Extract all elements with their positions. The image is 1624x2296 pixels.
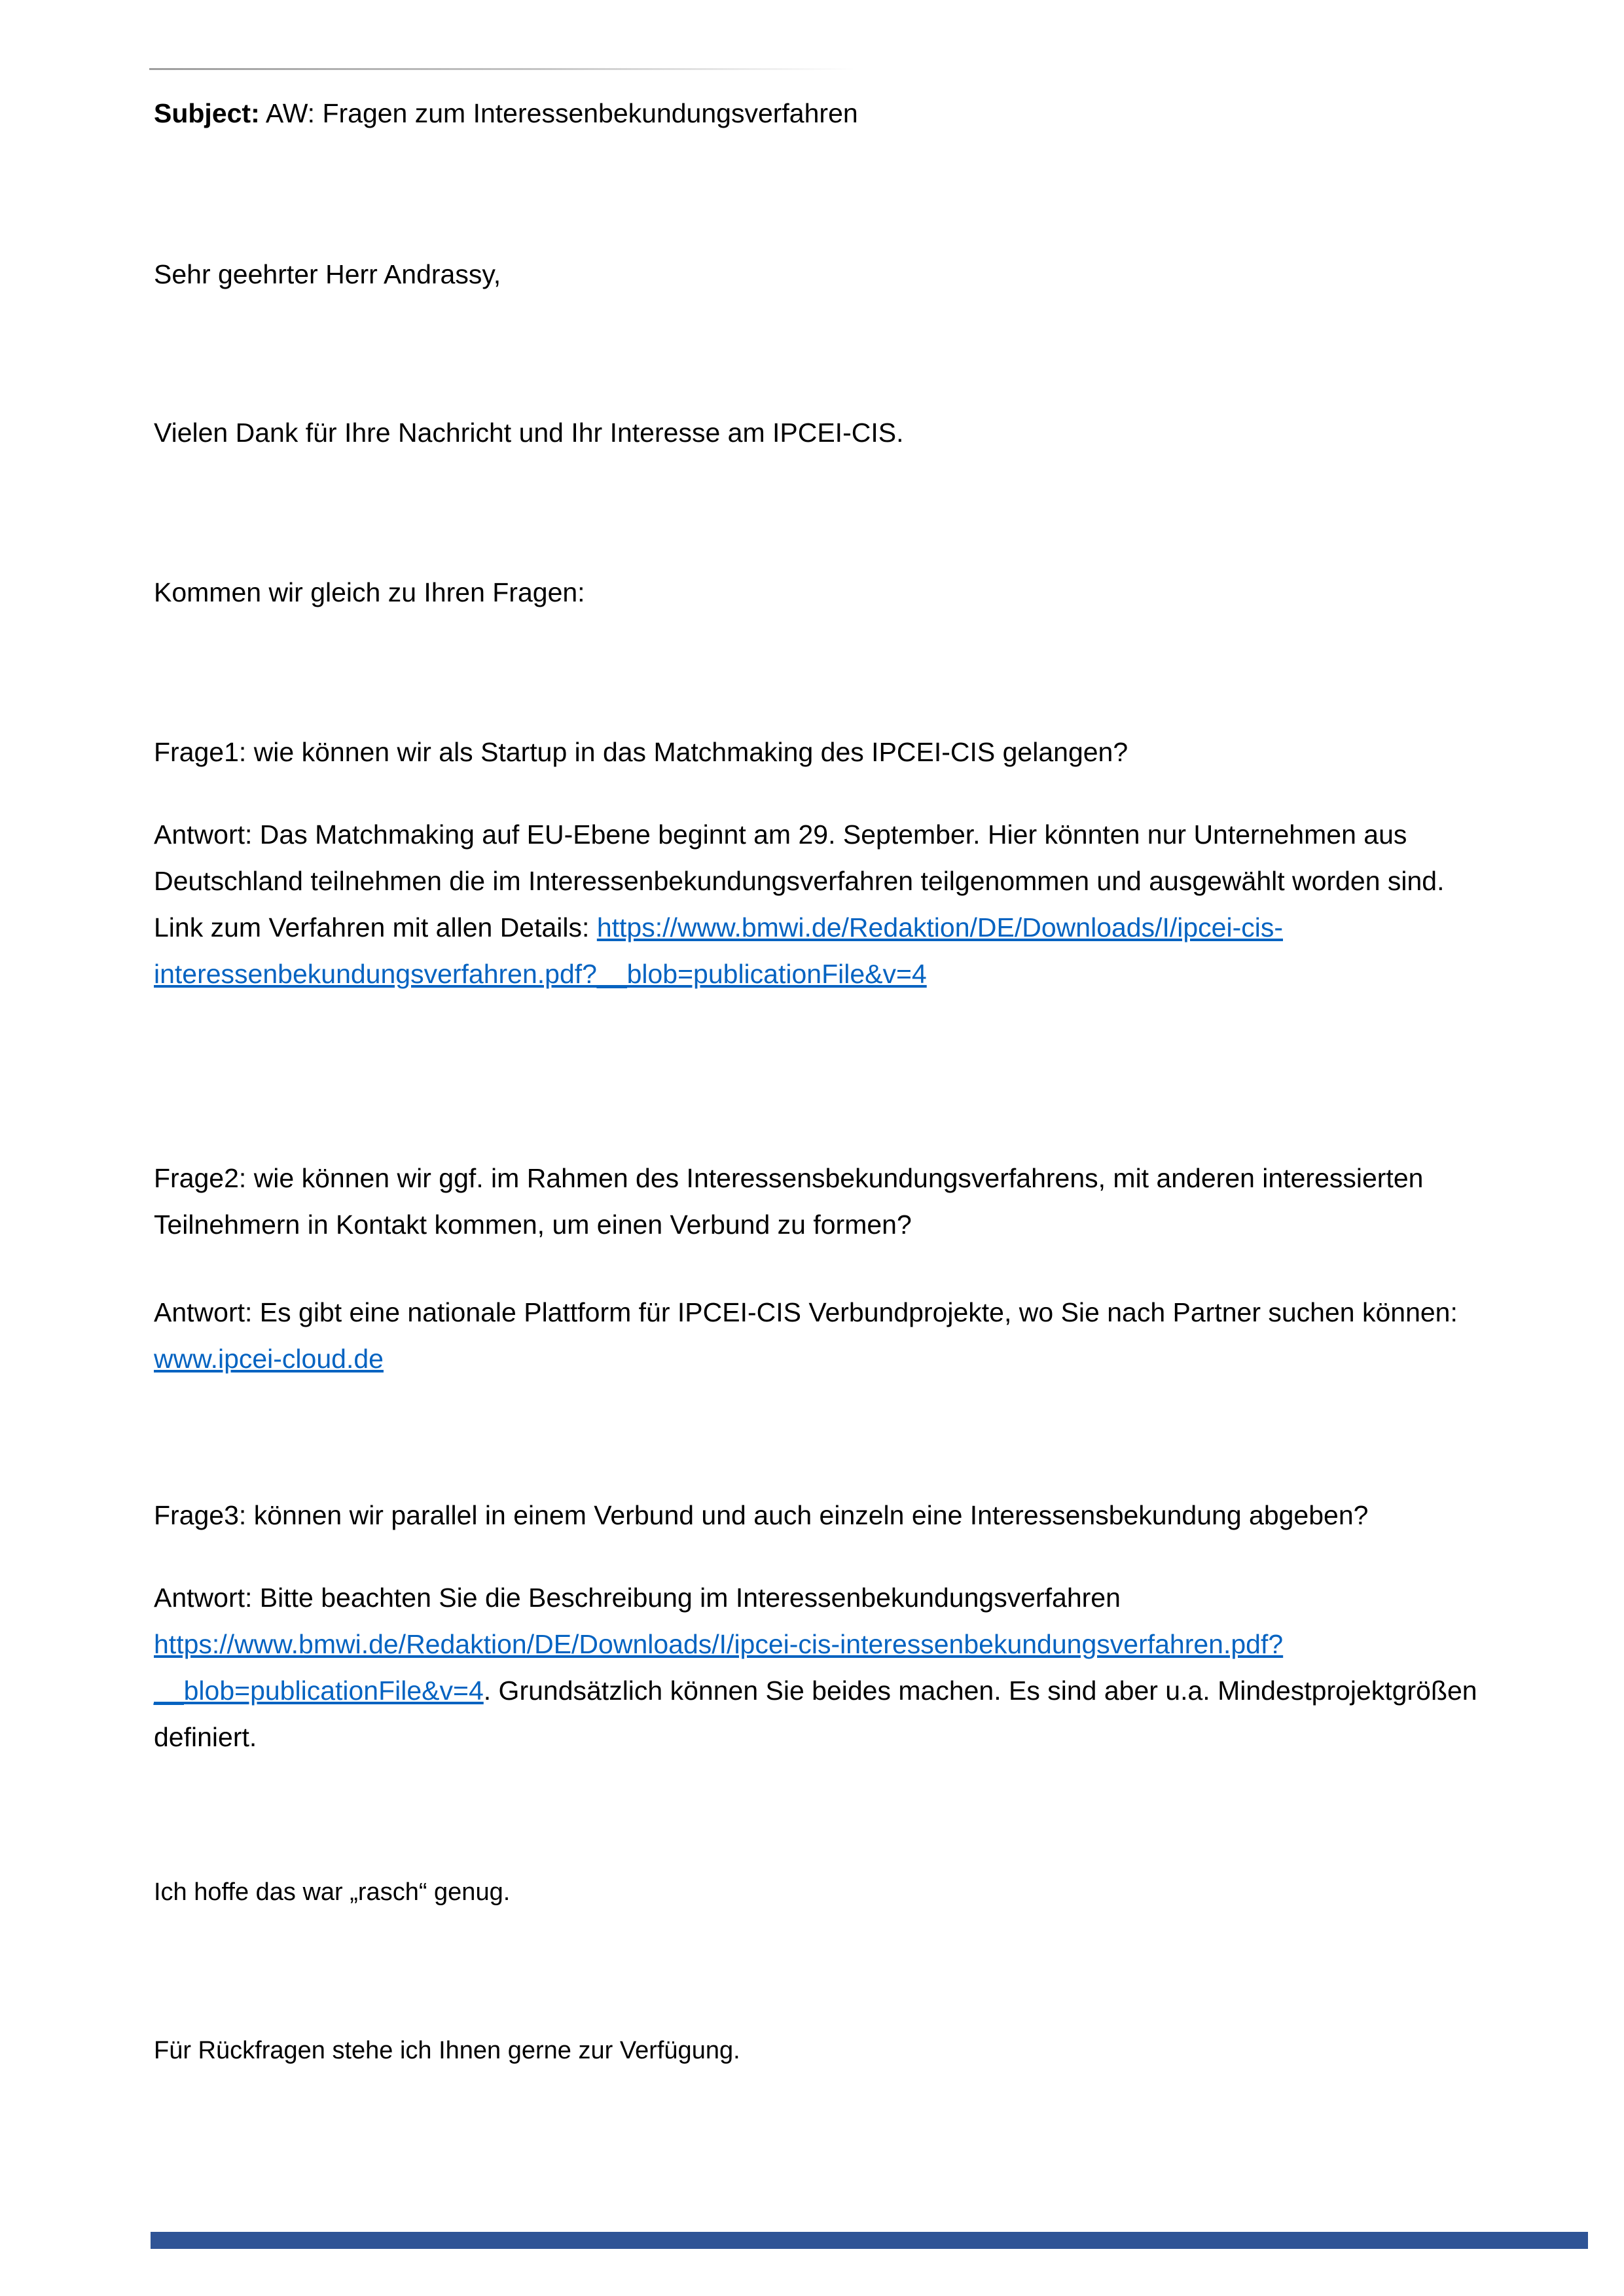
subject-line bbox=[154, 90, 1483, 137]
answer-3 bbox=[154, 1575, 1483, 1761]
closing-remark: Ich hoffe das war „rasch“ genug. bbox=[154, 1878, 511, 1906]
answer-2 bbox=[154, 1289, 1483, 1382]
closing-offer: Für Rückfragen stehe ich Ihnen gerne zur Verfügung. bbox=[154, 2037, 740, 2064]
header-divider bbox=[149, 68, 855, 70]
signature-banner-strip bbox=[151, 2232, 1588, 2249]
answer-3-text: Antwort: Bitte beachten Sie die Beschreibung im Interessenbekundungsverfahren bbox=[154, 1583, 1121, 1613]
subject-label: Subject: bbox=[154, 98, 260, 128]
greeting: Sehr geehrter Herr Andrassy, bbox=[154, 259, 501, 289]
answer-3-link[interactable]: https://www.bmwi.de/Redaktion/DE/Downloads/I/ipcei-cis-interessenbekundungsverfahren.pdf?__blob=publicationFile&v=4 bbox=[154, 1629, 1284, 1706]
answer-1-text: Antwort: Das Matchmaking auf EU-Ebene beginnt am 29. September. Hier könnten nur Unternehmen aus Deutschland teilnehmen die im Interessenbekundungsverfahren teilgenommen und ausgewählt worden sind. Link zum Verfahren mit allen Details: bbox=[154, 819, 1445, 942]
answer-1-link[interactable]: https://www.bmwi.de/Redaktion/DE/Downloads/I/ipcei-cis-interessenbekundungsverfahren.pdf?__blob=publicationFile&v=4 bbox=[154, 912, 1284, 989]
lead-in-paragraph: Kommen wir gleich zu Ihren Fragen: bbox=[154, 577, 585, 607]
answer-1 bbox=[154, 812, 1483, 997]
intro-paragraph: Vielen Dank für Ihre Nachricht und Ihr Interesse am IPCEI-CIS. bbox=[154, 418, 904, 448]
question-3: Frage3: können wir parallel in einem Verbund und auch einzeln eine Interessensbekundung abgeben? bbox=[154, 1500, 1369, 1530]
answer-3-text-after: . Grundsätzlich können Sie beides machen. Es sind aber u.a. Mindestprojektgrößen definiert. bbox=[154, 1676, 1477, 1752]
subject-value: AW: Fragen zum Interessenbekundungsverfahren bbox=[265, 98, 858, 128]
question-1: Frage1: wie können wir als Startup in das Matchmaking des IPCEI-CIS gelangen? bbox=[154, 737, 1128, 767]
answer-2-text: Antwort: Es gibt eine nationale Plattform für IPCEI-CIS Verbundprojekte, wo Sie nach Partner suchen können: bbox=[154, 1297, 1458, 1327]
answer-2-link[interactable]: www.ipcei-cloud.de bbox=[154, 1344, 384, 1374]
question-2: Frage2: wie können wir ggf. im Rahmen des Interessensbekundungsverfahrens, mit anderen interessierten Teilnehmern in Kontakt kommen, um einen Verbund zu formen? bbox=[154, 1163, 1424, 1240]
